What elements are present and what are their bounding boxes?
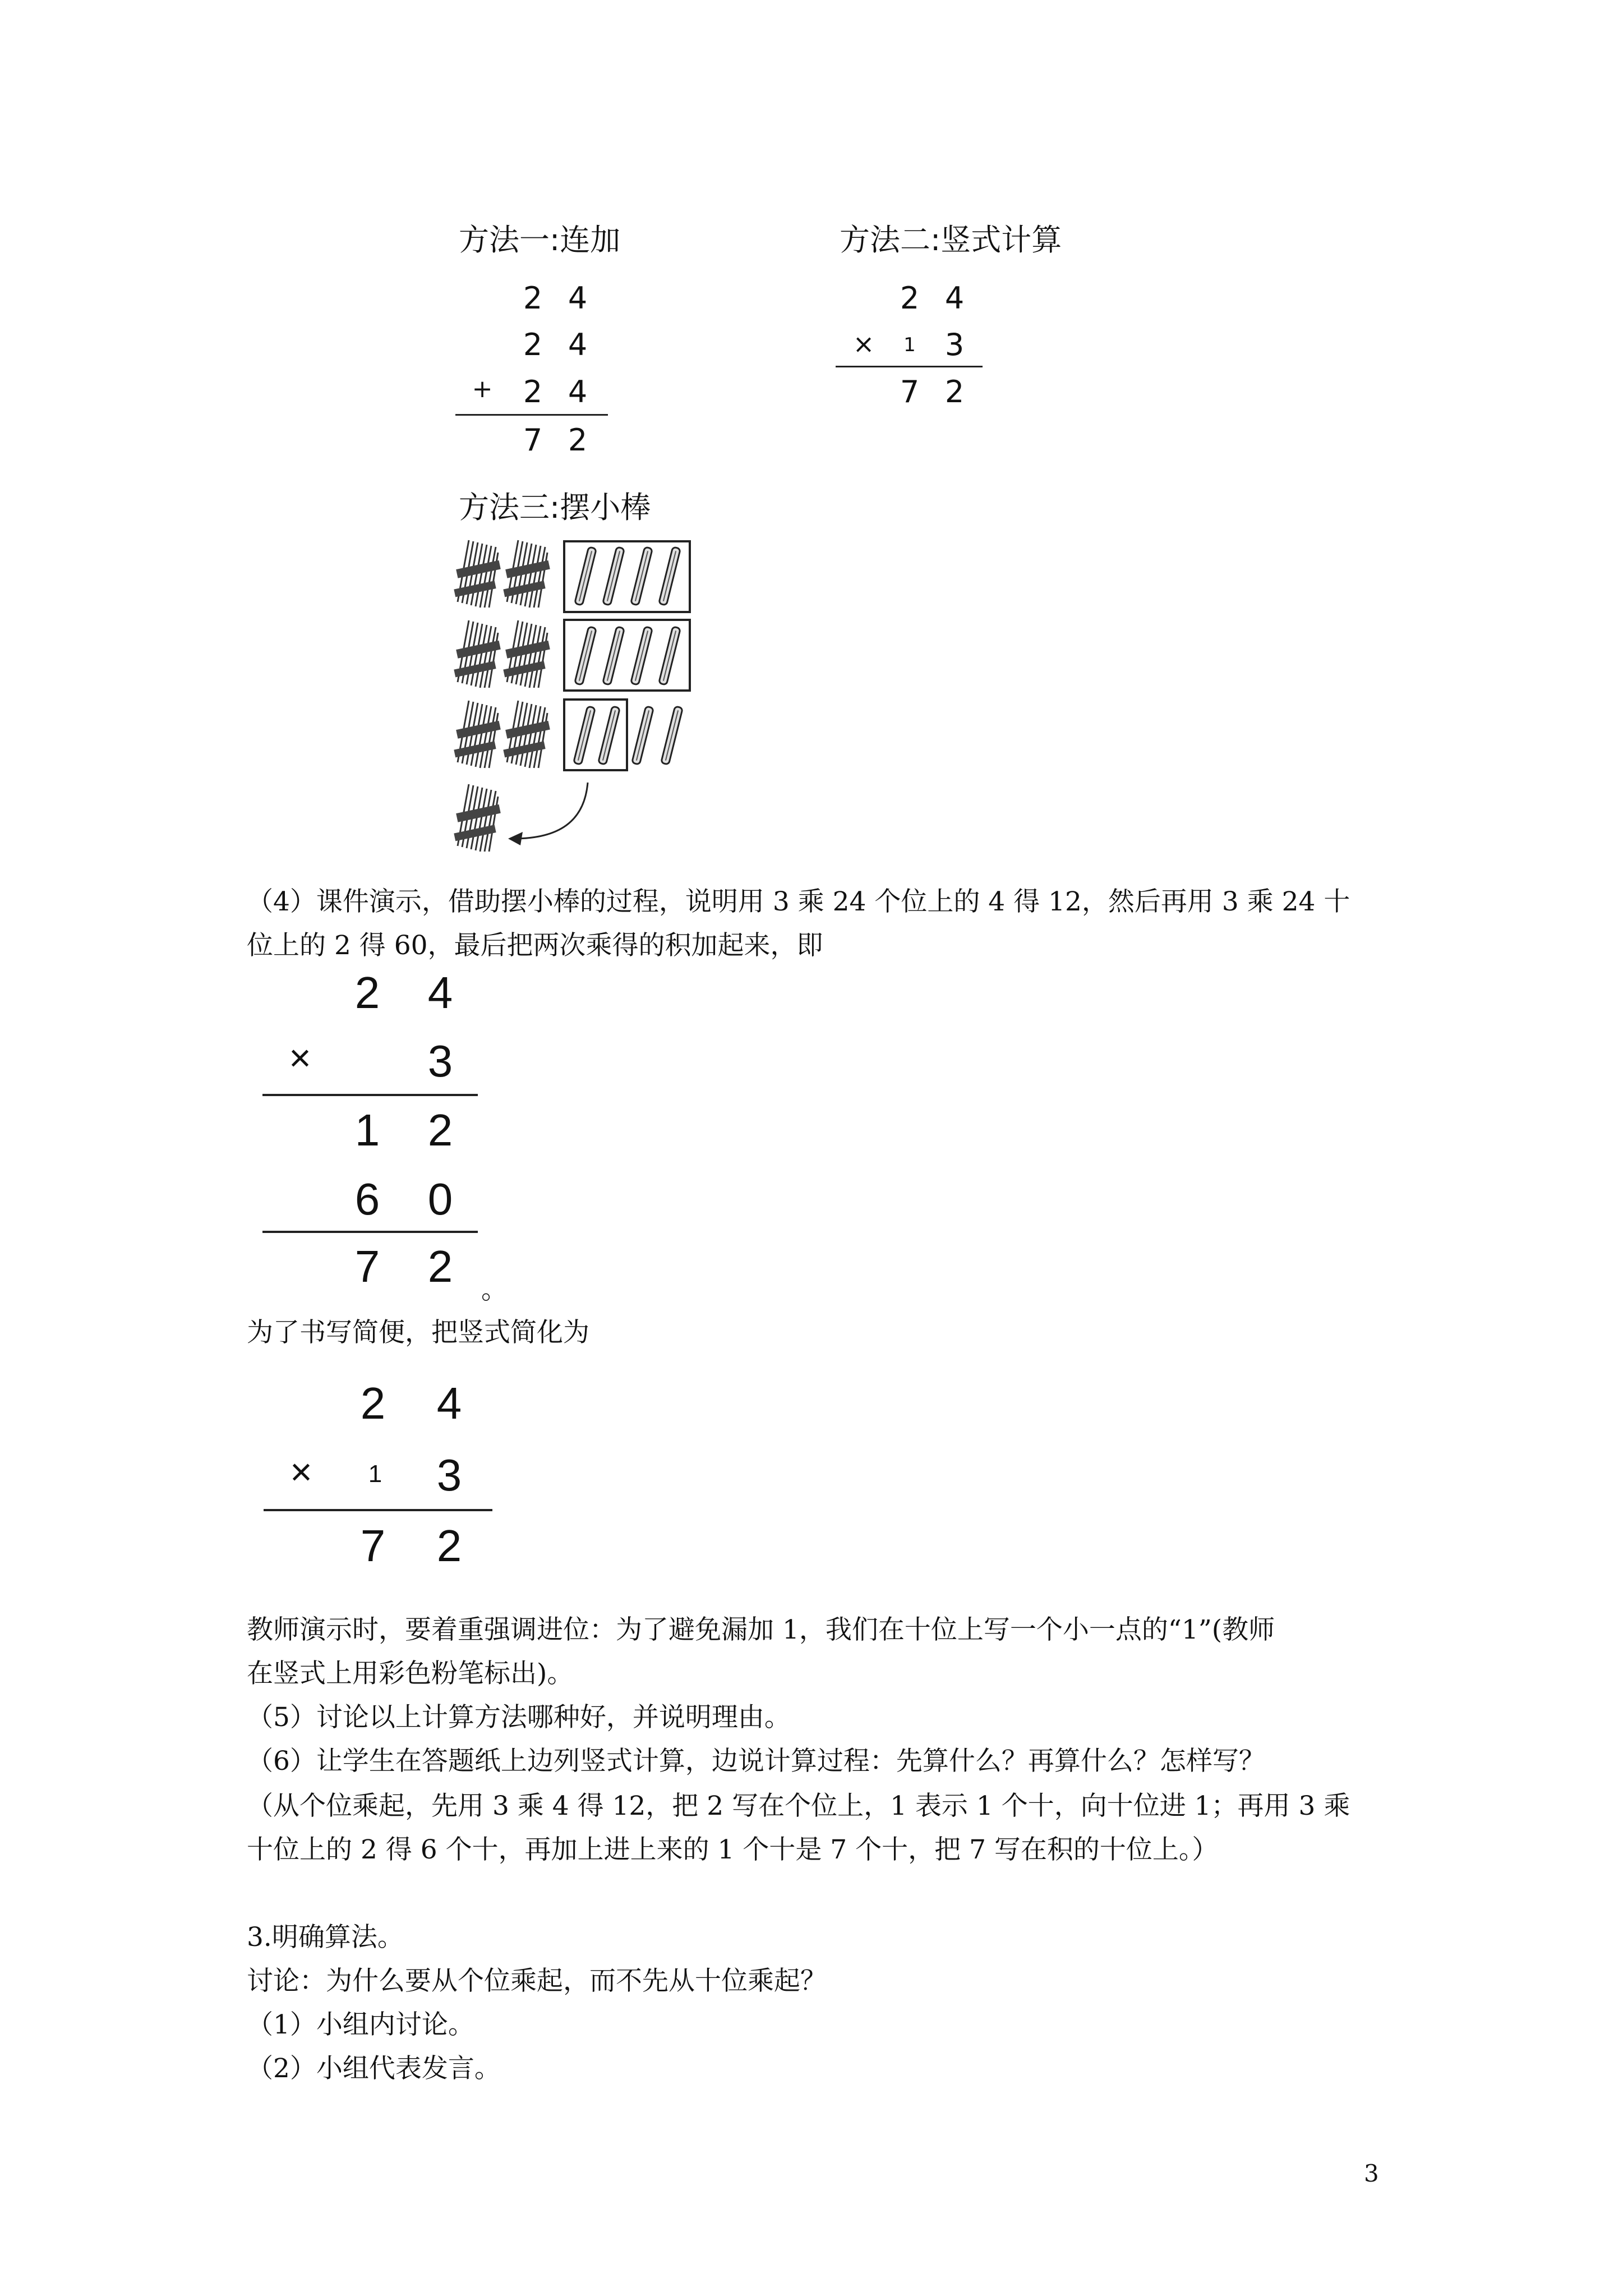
discuss-question: 讨论：为什么要从个位乘起，而不先从十位乘起？ <box>247 1966 827 1996</box>
method2-title: 方法二:竖式计算 <box>840 222 1062 257</box>
teacher-note-line-2: 在竖式上用彩色粉笔标出)。 <box>247 1658 574 1689</box>
method1-title: 方法一:连加 <box>459 222 621 257</box>
bc1-partial1-ones: 2 <box>427 1105 453 1155</box>
para-5: （5）讨论以上计算方法哪种好，并说明理由。 <box>247 1702 791 1733</box>
bc1-partial2-ones: 0 <box>427 1174 453 1224</box>
m1-result-tens: 7 <box>523 422 543 458</box>
m2-product-line <box>836 366 983 367</box>
m1-plus-sign: + <box>472 375 493 403</box>
bc1-line-1 <box>262 1094 478 1096</box>
bc1-partial2-tens: 6 <box>354 1174 380 1224</box>
bc1-line-2 <box>262 1231 478 1233</box>
m1-r2-ones: 4 <box>568 327 588 362</box>
m1-result-ones: 2 <box>568 422 588 458</box>
sticks-illustration <box>452 536 710 861</box>
page-number: 3 <box>1364 2160 1379 2187</box>
bc2-top-tens: 2 <box>360 1378 386 1428</box>
bc1-result-ones: 2 <box>427 1241 453 1291</box>
teacher-note-line-1: 教师演示时，要着重强调进位：为了避免漏加 1，我们在十位上写一个小一点的“1”(教师 <box>247 1614 1275 1645</box>
m2-carry-digit: 1 <box>903 334 916 356</box>
bc2-line <box>264 1509 492 1511</box>
para-4-line-2: 位上的 2 得 60，最后把两次乘得的积加起来，即 <box>247 930 823 961</box>
m2-multiplier: 3 <box>944 327 965 362</box>
bc1-top-ones: 4 <box>427 968 453 1018</box>
bc2-times-sign: × <box>290 1451 312 1493</box>
bc1-period: 。 <box>481 1274 508 1305</box>
m1-r3-ones: 4 <box>568 374 588 409</box>
discuss-item-2: （2）小组代表发言。 <box>247 2053 501 2084</box>
m2-times-sign: × <box>852 329 875 359</box>
bc1-top-tens: 2 <box>354 968 380 1018</box>
m1-r3-tens: 2 <box>523 374 543 409</box>
section-3-title: 3.明确算法。 <box>247 1922 404 1953</box>
para-6-line-3: 十位上的 2 得 6 个十，再加上进上来的 1 个十是 7 个十，把 7 写在积的十位上。） <box>247 1834 1219 1865</box>
m2-result-ones: 2 <box>944 374 965 409</box>
m1-r1-ones: 4 <box>568 280 588 316</box>
m2-top-tens: 2 <box>900 280 920 316</box>
bc1-times-sign: × <box>289 1037 311 1079</box>
m1-r2-tens: 2 <box>523 327 543 362</box>
m1-sum-line <box>455 414 608 416</box>
para-6-line-1: （6）让学生在答题纸上边列竖式计算，边说计算过程：先算什么？再算什么？怎样写？ <box>247 1746 1265 1777</box>
method3-title: 方法三:摆小棒 <box>459 490 651 525</box>
bc2-carry-digit: 1 <box>368 1460 382 1488</box>
m2-top-ones: 4 <box>944 280 965 316</box>
bc2-top-ones: 4 <box>436 1378 462 1428</box>
bc2-result-ones: 2 <box>436 1521 462 1571</box>
para-6-line-2: （从个位乘起，先用 3 乘 4 得 12，把 2 写在个位上，1 表示 1 个十，向十位进 1；再用 3 乘 <box>247 1791 1350 1821</box>
m2-result-tens: 7 <box>900 374 920 409</box>
discuss-item-1: （1）小组内讨论。 <box>247 2009 474 2040</box>
bc2-multiplier: 3 <box>436 1450 462 1500</box>
bc1-result-tens: 7 <box>354 1241 380 1291</box>
simplify-text: 为了书写简便，把竖式简化为 <box>247 1317 589 1348</box>
para-4-line-1: （4）课件演示，借助摆小棒的过程，说明用 3 乘 24 个位上的 4 得 12，然后再用 3 乘 24 十 <box>247 886 1350 917</box>
bc1-partial1-tens: 1 <box>354 1105 380 1155</box>
m1-r1-tens: 2 <box>523 280 543 316</box>
bc2-result-tens: 7 <box>360 1521 386 1571</box>
bc1-multiplier: 3 <box>427 1036 453 1086</box>
